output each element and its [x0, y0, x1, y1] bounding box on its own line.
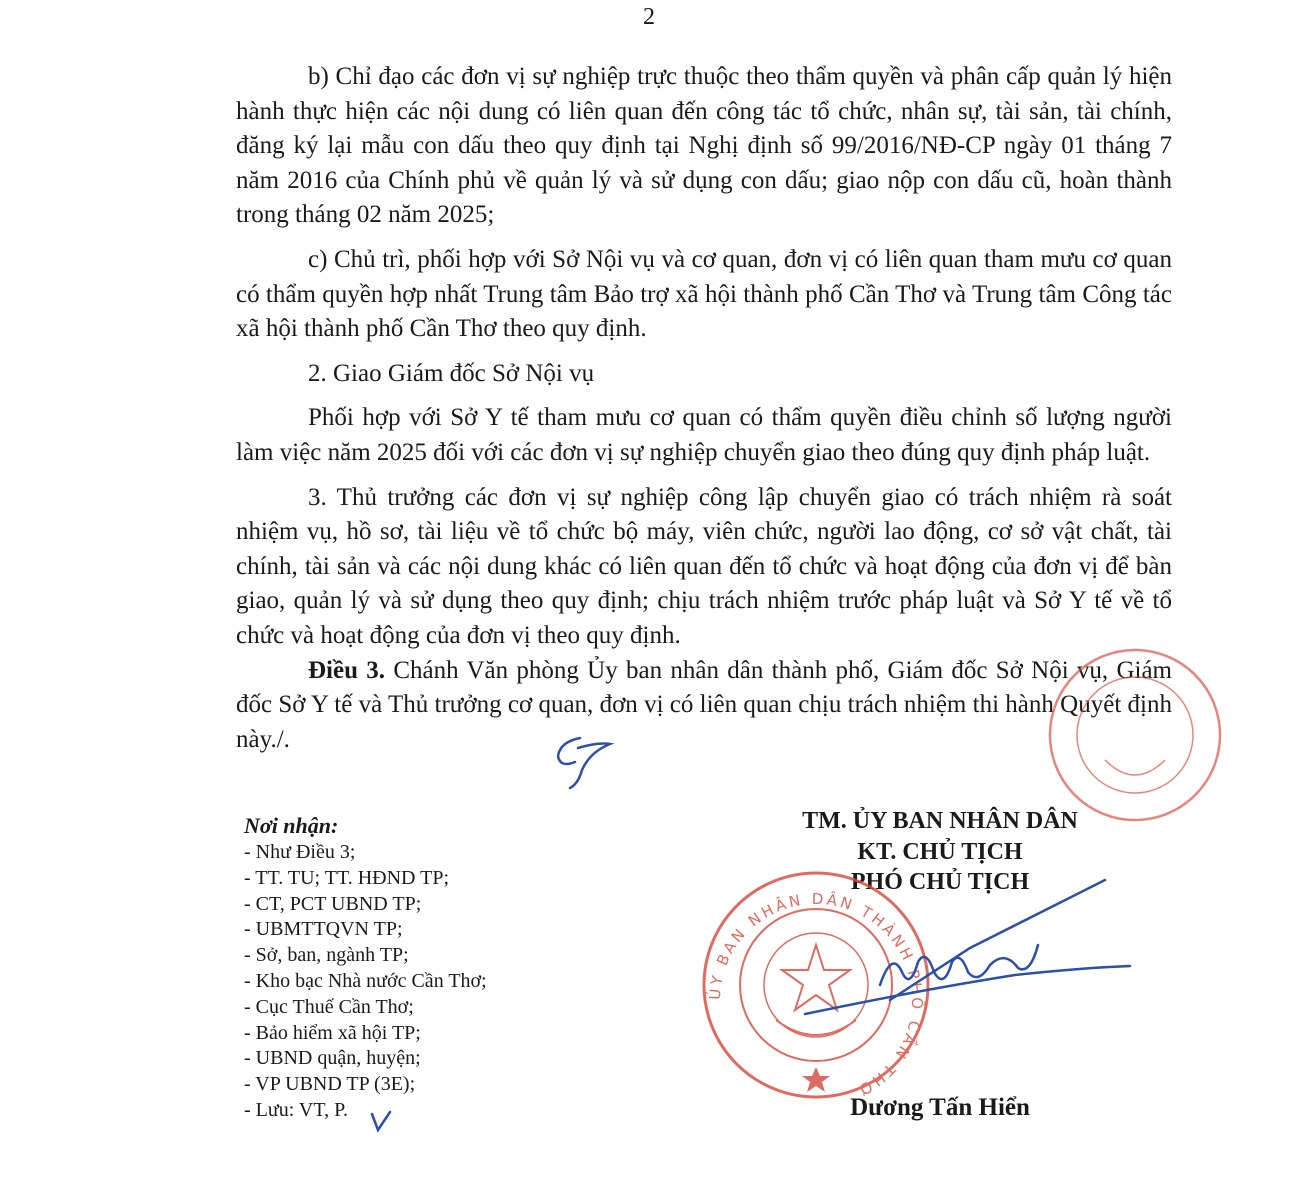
- item-2-text: Phối hợp với Sở Y tế tham mưu cơ quan có thẩm quyền điều chỉnh số lượng người làm việc năm 2025 đối với các đơn vị sự nghiệp chuyển giao theo đúng quy định pháp luật.: [236, 404, 1172, 466]
- paragraph-b: b) Chỉ đạo các đơn vị sự nghiệp trực thuộc theo thẩm quyền và phân cấp quản lý hiện hành thực hiện các nội dung có liên quan đến công tác tổ chức, nhân sự, tài sản, tài chính, đăng ký lại mẫu con dấu theo quy định tại Nghị định số 99/2016/NĐ-CP ngày 01 tháng 7 năm 2016 của Chính phủ về quản lý và sử dụng con dấu; giao nộp con dấu cũ, hoàn thành trong tháng 02 năm 2025;: [236, 63, 1172, 229]
- recipient-item: - CT, PCT UBND TP;: [244, 892, 422, 915]
- initials-scribble: [372, 738, 610, 1130]
- recipient-item: - UBMTTQVN TP;: [244, 918, 403, 941]
- signature-title-3: PHÓ CHỦ TỊCH: [850, 869, 1030, 895]
- article-3-text: Chánh Văn phòng Ủy ban nhân dân thành phố, Giám đốc Sở Nội vụ, Giám đốc Sở Y tế và Thủ trưởng cơ quan, đơn vị có liên quan chịu trách nhiệm thi hành Quyết định này./.: [236, 656, 1172, 753]
- recipient-item: - Kho bạc Nhà nước Cần Thơ;: [244, 969, 487, 992]
- recipient-item: - VP UBND TP (3E);: [244, 1073, 416, 1096]
- recipient-item: - TT. TU; TT. HĐND TP;: [244, 866, 449, 889]
- page-number: 2: [643, 4, 655, 30]
- signer-name: Dương Tấn Hiển: [850, 1094, 1030, 1121]
- recipient-item: - Cục Thuế Cần Thơ;: [244, 995, 414, 1018]
- recipient-item: - Bảo hiểm xã hội TP;: [244, 1021, 421, 1044]
- seal-text: ỦY BAN NHÂN DÂN THÀNH PHỐ CẦN THƠ: [705, 889, 927, 1101]
- overlap-seal: [1050, 650, 1220, 820]
- signature-title-2: KT. CHỦ TỊCH: [857, 838, 1023, 865]
- recipient-item: - Như Điều 3;: [244, 841, 356, 863]
- recipient-item: - Lưu: VT, P.: [244, 1098, 348, 1121]
- recipients-title: Nơi nhận:: [244, 813, 339, 838]
- recipient-item: - UBND quận, huyện;: [244, 1047, 421, 1070]
- signature-title-1: TM. ỦY BAN NHÂN DÂN: [802, 808, 1078, 834]
- paragraph-c: c) Chủ trì, phối hợp với Sở Nội vụ và cơ quan, đơn vị có liên quan tham mưu cơ quan có thẩm quyền hợp nhất Trung tâm Bảo trợ xã hội thành phố Cần Thơ và Trung tâm Công tác xã hội thành phố Cần Thơ theo quy định.: [236, 245, 1172, 343]
- official-seal: [704, 873, 929, 1101]
- recipient-item: - Sở, ban, ngành TP;: [244, 944, 409, 967]
- article-3-label: Điều 3.: [308, 656, 386, 684]
- item-3-text: 3. Thủ trưởng các đơn vị sự nghiệp công lập chuyển giao có trách nhiệm rà soát nhiệm vụ, hồ sơ, tài liệu về tổ chức bộ máy, viên chức, người lao động, cơ sở vật chất, tài chính, tài sản và các nội dung khác có liên quan đến tổ chức và hoạt động của đơn vị để bàn giao, quản lý và sử dụng theo quy định; chịu trách nhiệm trước pháp luật và Sở Y tế về tổ chức và hoạt động của đơn vị theo quy định.: [236, 483, 1172, 649]
- item-2-heading: 2. Giao Giám đốc Sở Nội vụ: [308, 359, 595, 387]
